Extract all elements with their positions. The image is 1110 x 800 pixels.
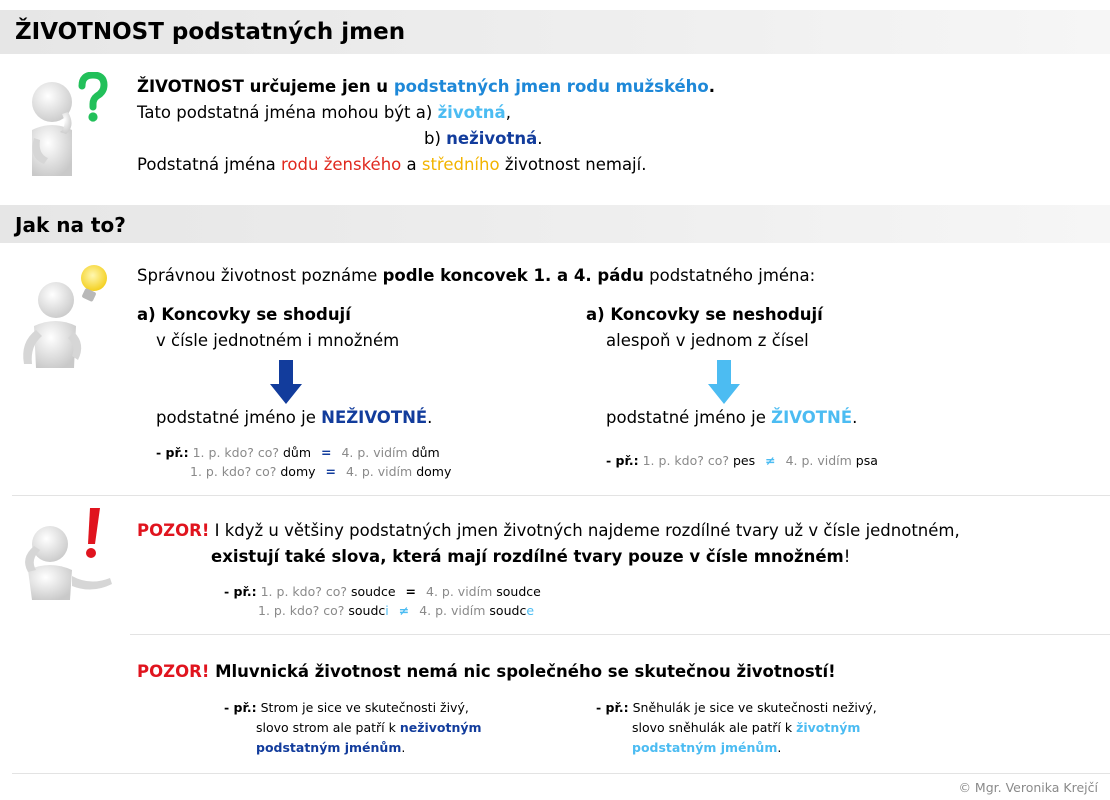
example-word: psa: [855, 453, 878, 468]
example-prefix: - př.:: [156, 445, 189, 460]
example-text: Sněhulák je sice ve skutečnosti neživý,: [632, 700, 877, 715]
section-heading: Jak na to?: [15, 213, 126, 237]
warning-text: !: [843, 547, 851, 566]
equals-sign: =: [325, 464, 336, 479]
example-word: dům: [411, 445, 440, 460]
animate-highlight: životná: [437, 103, 506, 122]
right-result: [606, 408, 857, 427]
intro-line-3: [424, 129, 542, 148]
example-word: dům: [282, 445, 312, 460]
warning-label: POZOR!: [137, 521, 210, 540]
example-word: [489, 603, 534, 618]
example-question: 4. p. vidím: [341, 445, 408, 460]
intro-line-4: [137, 155, 646, 174]
warning-2-right-example: [596, 698, 877, 758]
example-prefix: - př.:: [606, 453, 639, 468]
example-word: pes: [732, 453, 756, 468]
section-band: [0, 205, 1110, 243]
warning-emphasis: existují také slova, která mají rozdílné tvary pouze v čísle množném: [211, 547, 844, 566]
animate-highlight: životným: [796, 720, 861, 735]
equals-sign: =: [405, 584, 417, 599]
equals-sign: =: [321, 445, 332, 460]
page-title: ŽIVOTNOST podstatných jmen: [15, 19, 406, 45]
example-text: .: [401, 740, 406, 755]
intro-text: .: [537, 129, 543, 148]
example-question: 4. p. vidím: [426, 584, 493, 599]
intro-text: a: [401, 155, 422, 174]
example-question: 1. p. kdo? co?: [190, 464, 277, 479]
title-band: [0, 10, 1110, 54]
intro-text: životnost nemají.: [499, 155, 647, 174]
word-stem: soudc: [348, 603, 386, 618]
divider: [130, 634, 1110, 635]
warning-label: POZOR!: [137, 662, 210, 681]
feminine-highlight: rodu ženského: [281, 155, 402, 174]
left-case-subtitle: v čísle jednotném i množném: [156, 331, 400, 350]
animate-result: ŽIVOTNÉ: [771, 408, 853, 427]
intro-line-2: [137, 103, 511, 122]
warning-1-line-2: [211, 547, 850, 566]
warning-2-line: [137, 662, 836, 681]
example-question: 4. p. vidím: [419, 603, 486, 618]
example-text: slovo sněhulák ale patří k: [632, 720, 797, 735]
animate-highlight: podstatným jménům: [632, 740, 778, 755]
result-text: podstatné jméno je: [606, 408, 772, 427]
warning-1-line-1: [137, 521, 960, 540]
left-example-1: [156, 445, 440, 460]
example-text: Strom je sice ve skutečnosti živý,: [260, 700, 469, 715]
example-question: 1. p. kdo? co?: [192, 445, 279, 460]
example-prefix: - př.:: [596, 700, 629, 715]
right-case-title: a) Koncovky se neshodují: [586, 305, 823, 324]
left-example-2: [190, 464, 451, 479]
warning-text: Mluvnická životnost nemá nic společného se skutečnou životností!: [209, 662, 836, 681]
inanimate-highlight: neživotná: [446, 129, 538, 148]
arrow-down-icon: [708, 360, 740, 404]
example-question: 1. p. kdo? co?: [258, 603, 345, 618]
intro-text: ŽIVOTNOST určujeme jen u: [137, 77, 394, 96]
not-equals-sign: ≠: [765, 453, 776, 468]
result-text: .: [852, 408, 858, 427]
intro-text: b): [424, 129, 447, 148]
example-line: [596, 698, 877, 718]
right-case-subtitle: alespoň v jednom z čísel: [606, 331, 809, 350]
example-line: [596, 738, 877, 758]
arrow-down-icon: [270, 360, 302, 404]
inanimate-result: NEŽIVOTNÉ: [321, 408, 428, 427]
word-stem: soudc: [489, 603, 527, 618]
intro-text: .: [708, 77, 716, 96]
example-question: 1. p. kdo? co?: [642, 453, 729, 468]
intro-text: Tato podstatná jména mohou být a): [137, 103, 438, 122]
divider: [12, 773, 1110, 774]
warning-1-example-2: [258, 603, 534, 618]
example-word: soudce: [350, 584, 396, 599]
left-case-title: a) Koncovky se shodují: [137, 305, 351, 324]
warning-2-left-example: [224, 698, 482, 758]
not-equals-sign: ≠: [398, 603, 410, 618]
example-question: 4. p. vidím: [345, 464, 413, 479]
result-text: podstatné jméno je: [156, 408, 322, 427]
example-line: [224, 698, 482, 718]
example-line: [224, 718, 482, 738]
example-text: slovo strom ale patří k: [256, 720, 400, 735]
question-mark-icon: [76, 72, 108, 124]
warning-1-example-1: [224, 584, 541, 599]
word-ending: i: [385, 603, 389, 618]
intro-text: Podstatná jména: [137, 155, 282, 174]
example-prefix: - př.:: [224, 700, 257, 715]
method-lead: [137, 266, 815, 285]
warning-text: I když u většiny podstatných jmen životných najdeme rozdílné tvary už v čísle jednotném,: [209, 521, 960, 540]
example-text: .: [777, 740, 782, 755]
left-result: [156, 408, 432, 427]
example-word: domy: [416, 464, 452, 479]
lead-emphasis: podle koncovek 1. a 4. pádu: [382, 266, 644, 285]
inanimate-highlight: neživotným: [399, 720, 482, 735]
inanimate-highlight: podstatným jménům: [256, 740, 402, 755]
divider: [12, 495, 1110, 496]
lightbulb-icon: [74, 262, 110, 308]
example-word: [348, 603, 388, 618]
footer-credit: © Mgr. Veronika Krejčí: [958, 780, 1098, 795]
intro-line-1: [137, 77, 715, 96]
result-text: .: [427, 408, 433, 427]
example-question: 4. p. vidím: [785, 453, 852, 468]
example-word: soudce: [496, 584, 541, 599]
example-line: [224, 738, 482, 758]
intro-text: ,: [505, 103, 511, 122]
example-prefix: - př.:: [224, 584, 257, 599]
right-example: [606, 453, 878, 468]
masculine-highlight: podstatných jmen rodu mužského: [393, 77, 709, 96]
neuter-highlight: středního: [421, 155, 500, 174]
lead-text: Správnou životnost poznáme: [137, 266, 383, 285]
example-word: domy: [280, 464, 316, 479]
lead-text: podstatného jména:: [643, 266, 816, 285]
example-question: 1. p. kdo? co?: [260, 584, 347, 599]
example-line: [596, 718, 877, 738]
word-ending: e: [526, 603, 535, 618]
exclamation-mark-icon: [80, 506, 104, 560]
